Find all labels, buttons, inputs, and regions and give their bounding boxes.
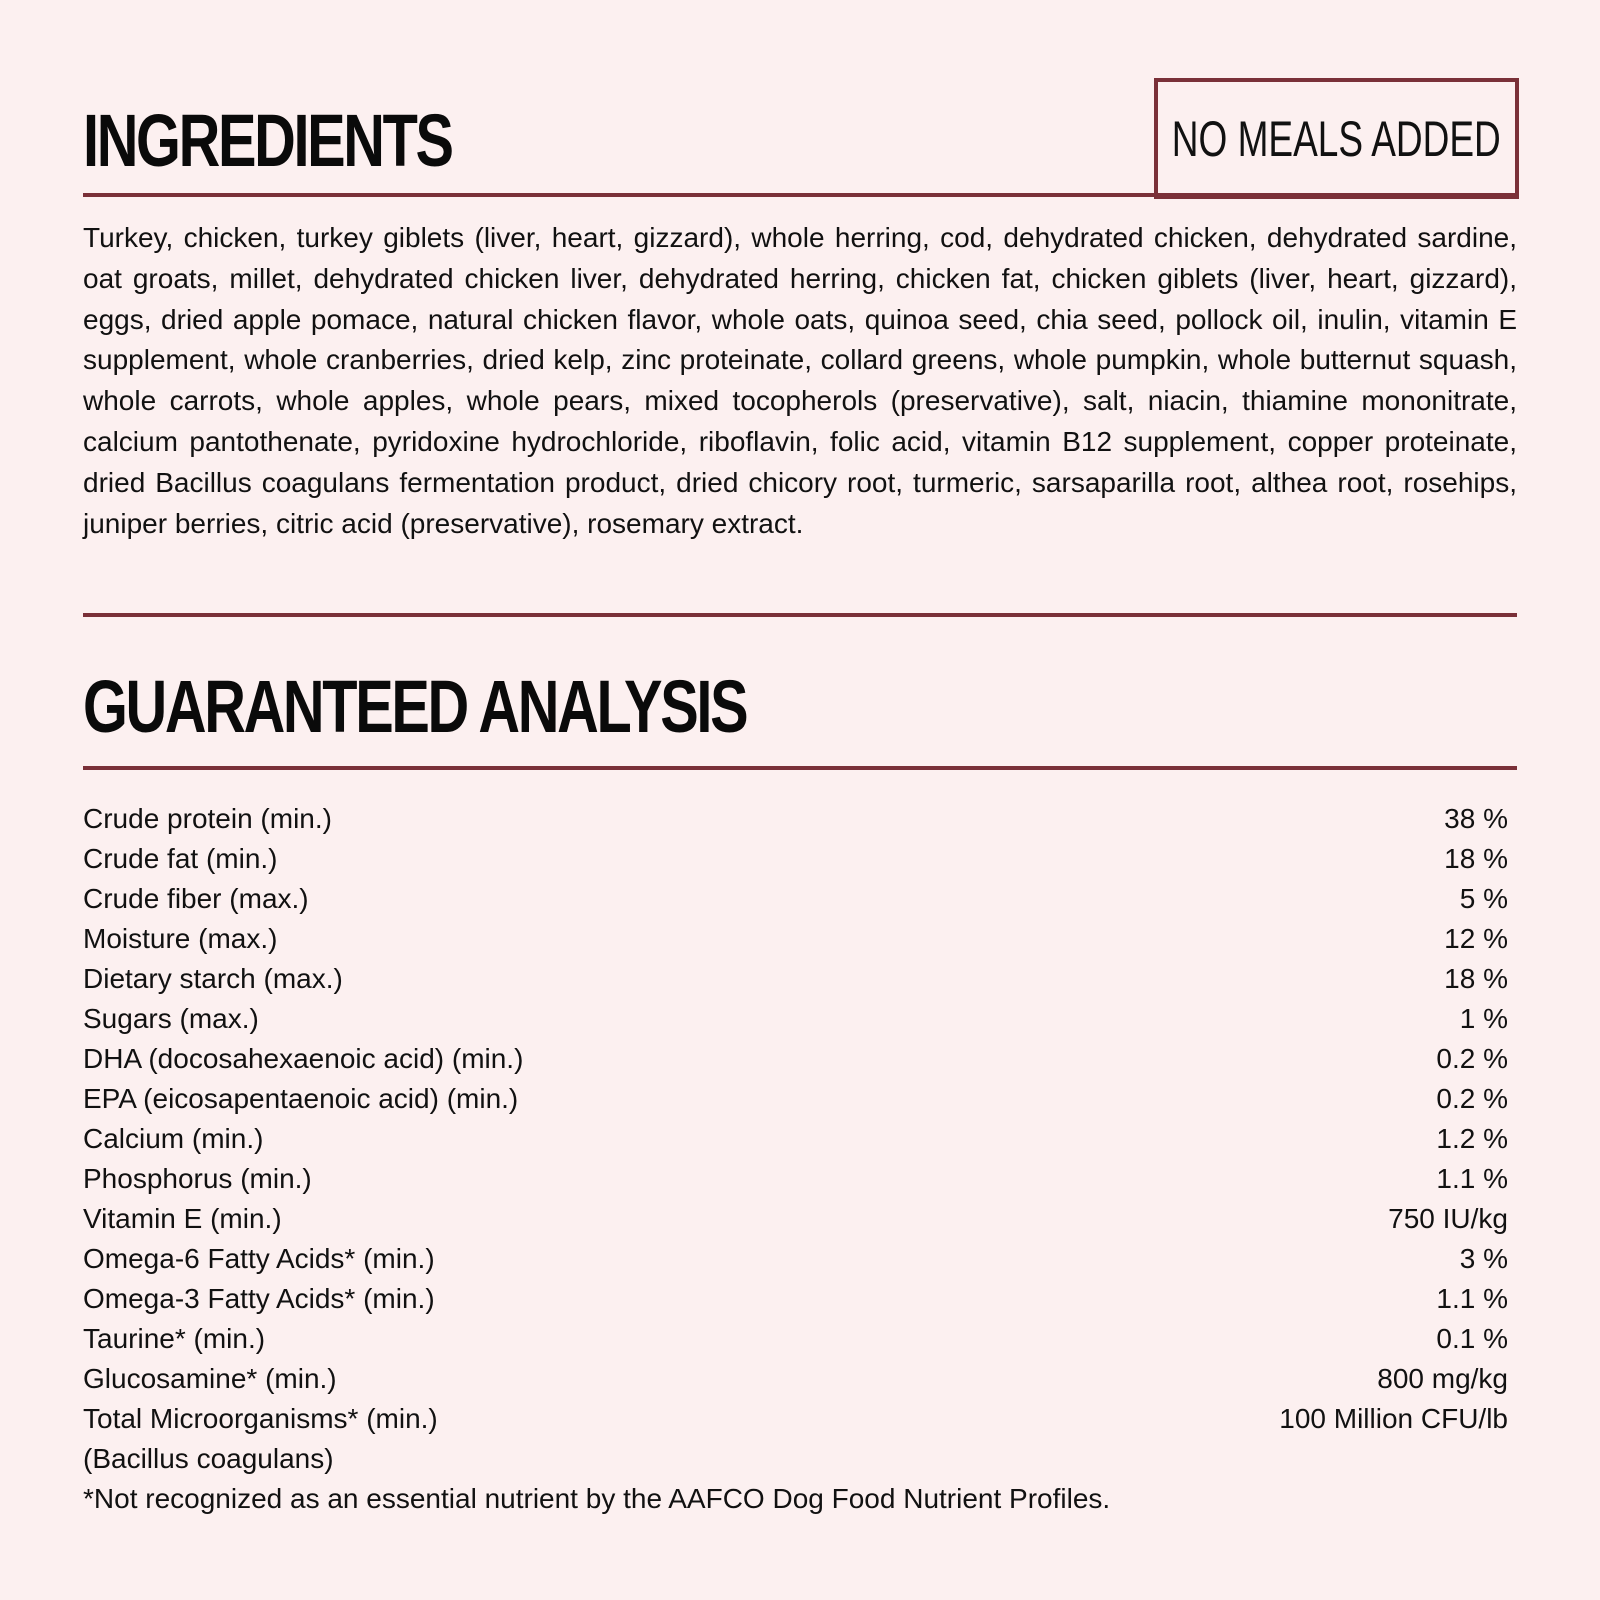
no-meals-badge-text: NO MEALS ADDED	[1172, 110, 1501, 167]
analysis-row	[83, 1119, 1508, 1159]
nutrient-label: Vitamin E (min.)	[83, 1203, 282, 1234]
analysis-row	[83, 1199, 1508, 1239]
nutrient-label: Crude protein (min.)	[83, 803, 332, 834]
ingredients-title-rule	[83, 193, 1517, 197]
analysis-row	[83, 959, 1508, 999]
nutrient-label: Omega-6 Fatty Acids* (min.)	[83, 1243, 435, 1274]
nutrient-label: Crude fiber (max.)	[83, 883, 309, 914]
aafco-footnote: *Not recognized as an essential nutrient by the AAFCO Dog Food Nutrient Profiles.	[83, 1483, 1111, 1514]
nutrient-label: Total Microorganisms* (min.)	[83, 1403, 438, 1434]
nutrient-value: 18 %	[1444, 843, 1508, 874]
nutrient-value: 1.1 %	[1436, 1283, 1508, 1314]
nutrient-value: 12 %	[1444, 923, 1508, 954]
analysis-row	[83, 1399, 1508, 1439]
analysis-row	[83, 999, 1508, 1039]
nutrient-value: 3 %	[1459, 1243, 1508, 1274]
nutrient-label: Taurine* (min.)	[83, 1323, 266, 1354]
nutrient-value: 100 Million CFU/lb	[1279, 1403, 1508, 1434]
analysis-title-rule	[83, 766, 1517, 770]
nutrient-value: 18 %	[1444, 963, 1508, 994]
nutrient-value: 750 IU/kg	[1388, 1203, 1508, 1234]
nutrient-label: Dietary starch (max.)	[83, 963, 343, 994]
microorganism-note: (Bacillus coagulans)	[83, 1443, 334, 1474]
nutrient-value: 1 %	[1459, 1003, 1508, 1034]
section-divider	[83, 613, 1517, 617]
ingredients-title: INGREDIENTS	[83, 99, 452, 182]
nutrient-label: Glucosamine* (min.)	[83, 1363, 337, 1394]
nutrient-value: 1.1 %	[1436, 1163, 1508, 1194]
nutrient-value: 38 %	[1444, 803, 1508, 834]
analysis-row	[83, 1359, 1508, 1399]
analysis-row	[83, 1159, 1508, 1199]
guaranteed-analysis-title: GUARANTEED ANALYSIS	[83, 665, 747, 748]
nutrient-label: Calcium (min.)	[83, 1123, 264, 1154]
nutrient-value: 800 mg/kg	[1377, 1363, 1508, 1394]
analysis-table	[83, 799, 1508, 1519]
analysis-row	[83, 839, 1508, 879]
analysis-row	[83, 1279, 1508, 1319]
nutrient-value: 1.2 %	[1436, 1123, 1508, 1154]
nutrient-label: EPA (eicosapentaenoic acid) (min.)	[83, 1083, 519, 1114]
nutrient-value: 0.2 %	[1436, 1083, 1508, 1114]
analysis-row	[83, 1039, 1508, 1079]
nutrient-label: Sugars (max.)	[83, 1003, 259, 1034]
nutrient-label: Phosphorus (min.)	[83, 1163, 312, 1194]
analysis-row	[83, 879, 1508, 919]
analysis-row	[83, 799, 1508, 839]
analysis-row	[83, 1079, 1508, 1119]
nutrient-value: 5 %	[1459, 883, 1508, 914]
analysis-row	[83, 1239, 1508, 1279]
analysis-row	[83, 1319, 1508, 1359]
nutrient-label: DHA (docosahexaenoic acid) (min.)	[83, 1043, 524, 1074]
analysis-row	[83, 919, 1508, 959]
no-meals-badge	[1154, 78, 1519, 199]
nutrient-label: Moisture (max.)	[83, 923, 278, 954]
nutrient-value: 0.2 %	[1436, 1043, 1508, 1074]
ingredients-list: Turkey, chicken, turkey giblets (liver, heart, gizzard), whole herring, cod, dehydrated chicken, dehydrated sardine, oat groats, millet, dehydrated chicken liver, dehydrated herring, chicken fat, chicken giblets (liver, heart, gizzard), eggs, dried apple pomace, natural chicken flavor, whole oats, quinoa seed, chia seed, pollock oil, inulin, vitamin E supplement, whole cranberries, dried kelp, zinc proteinate, collard greens, whole pumpkin, whole butternut squash, whole carrots, whole apples, whole pears, mixed tocopherols (preservative), salt, niacin, thiamine mononitrate, calcium pantothenate, pyridoxine hydrochloride, riboflavin, folic acid, vitamin B12 supplement, copper proteinate, dried Bacillus coagulans fermentation product, dried chicory root, turmeric, sarsaparilla root, althea root, rosehips, juniper berries, citric acid (preservative), rosemary extract.	[83, 222, 1517, 539]
nutrient-value: 0.1 %	[1436, 1323, 1508, 1354]
nutrient-label: Omega-3 Fatty Acids* (min.)	[83, 1283, 435, 1314]
nutrient-label: Crude fat (min.)	[83, 843, 278, 874]
label-panel	[83, 0, 1517, 1600]
